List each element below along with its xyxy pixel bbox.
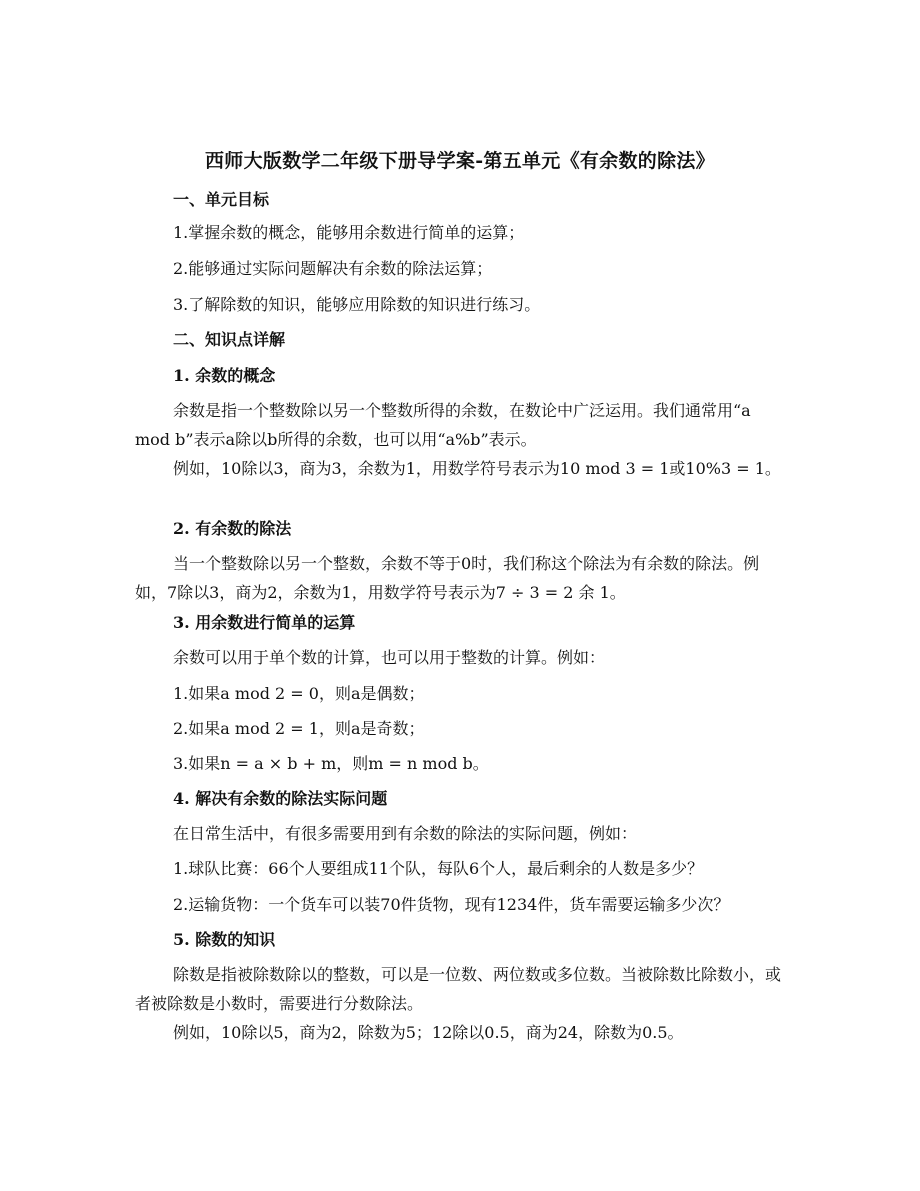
list-item: 2.如果a mod 2 = 1，则a是奇数；	[173, 719, 425, 738]
paragraph: 余数可以用于单个数的计算，也可以用于整数的计算。例如：	[173, 648, 606, 667]
list-item: 1.球队比赛：66个人要组成11个队，每队6个人，最后剩余的人数是多少？	[173, 859, 704, 878]
subsection-heading: 3. 用余数进行简单的运算	[173, 613, 356, 632]
paragraph: 当一个整数除以另一个整数，余数不等于0时，我们称这个除法为有余数的除法。例如，7除以3，商为2，余数为1，用数学符号表示为7 ÷ 3 = 2 余 1。	[135, 554, 760, 602]
subsection-heading: 1. 余数的概念	[173, 366, 276, 385]
subsection-heading: 4. 解决有余数的除法实际问题	[173, 789, 388, 808]
goal-item: 3.了解除数的知识，能够应用除数的知识进行练习。	[173, 295, 541, 314]
section-heading-knowledge: 二、知识点详解	[173, 330, 286, 349]
goal-item: 1.掌握余数的概念，能够用余数进行简单的运算；	[173, 223, 525, 242]
goal-item: 2.能够通过实际问题解决有余数的除法运算；	[173, 259, 493, 278]
list-item: 1.如果a mod 2 = 0，则a是偶数；	[173, 684, 425, 703]
list-item: 3.如果n = a × b + m，则m = n mod b。	[173, 754, 489, 773]
document-title: 西师大版数学二年级下册导学案-第五单元《有余数的除法》	[205, 150, 715, 172]
section-heading-goals: 一、单元目标	[173, 190, 270, 209]
paragraph: 余数是指一个整数除以另一个整数所得的余数，在数论中广泛运用。我们通常用“a mod b”表示a除以b所得的余数，也可以用“a%b”表示。	[135, 401, 751, 449]
paragraph: 例如，10除以5，商为2，除数为5；12除以0.5，商为24，除数为0.5。	[173, 1023, 684, 1042]
paragraph: 在日常生活中，有很多需要用到有余数的除法的实际问题，例如：	[173, 824, 638, 843]
paragraph: 例如，10除以3，商为3，余数为1，用数学符号表示为10 mod 3 = 1或10%3 = 1。	[173, 459, 781, 478]
list-item: 2.运输货物：一个货车可以装70件货物，现有1234件，货车需要运输多少次？	[173, 895, 730, 914]
paragraph: 除数是指被除数除以的整数，可以是一位数、两位数或多位数。当被除数比除数小，或者被除数是小数时，需要进行分数除法。	[135, 965, 782, 1013]
subsection-heading: 5. 除数的知识	[173, 930, 276, 949]
subsection-heading: 2. 有余数的除法	[173, 519, 292, 538]
